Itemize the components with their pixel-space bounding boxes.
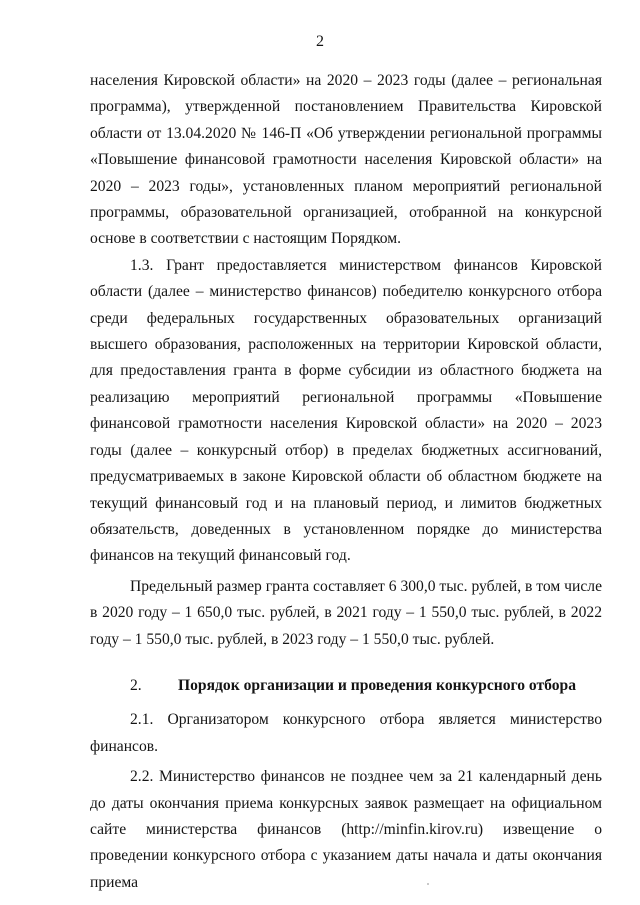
document-body: [90, 68, 602, 896]
page-number: 2: [316, 33, 324, 50]
scan-speck: [427, 883, 429, 885]
paragraph-2-1: 2.1. Организатором конкурсного отбора является министерство финансов.: [90, 711, 602, 755]
paragraph-2-2: 2.2. Министерство финансов не позднее чем за 21 календарный день до даты окончания приема конкурсных заявок размещает на официальном сайте министерства финансов (http://minfin.kirov.ru) извещение о проведении конкурсного отбора с указанием даты начала и даты окончания приема: [90, 768, 602, 891]
paragraph-continuation: населения Кировской области» на 2020 – 2023 годы (далее – региональная программа), утвержденной постановлением Правительства Кировской области от 13.04.2020 № 146-П «Об утверждении региональной программы «Повышение финансовой грамотности населения Кировской области» на 2020 – 2023 годы», установленных планом мероприятий региональной программы, образовательной организацией, отобранной на конкурсной основе в соответствии с настоящим Порядком.: [90, 72, 602, 248]
paragraph-1-3: 1.3. Грант предоставляется министерством финансов Кировской области (далее – министерство финансов) победителю конкурсного отбора среди федеральных государственных образовательных организаций высшего образования, расположенных на территории Кировской области, для предоставления гранта в форме субсидии из областного бюджета на реализацию мероприятий региональной программы «Повышение финансовой грамотности населения Кировской области» на 2020 – 2023 годы (далее – конкурсный отбор) в пределах бюджетных ассигнований, предусматриваемых в законе Кировской области об областном бюджете на текущий финансовый год и на плановый период, и лимитов бюджетных обязательств, доведенных в установленном порядке до министерства финансов на текущий финансовый год.: [90, 256, 602, 565]
section-heading: [90, 673, 602, 699]
section-title: Порядок организации и проведения конкурсного отбора: [178, 676, 577, 694]
paragraph-grant-limit: Предельный размер гранта составляет 6 300,0 тыс. рублей, в том числе в 2020 году – 1 650,0 тыс. рублей, в 2021 году – 1 550,0 тыс. рублей, в 2022 году – 1 550,0 тыс. рублей, в 2023 году – 1 550,0 тыс. рублей.: [90, 577, 602, 648]
section-number: 2.: [130, 676, 142, 694]
